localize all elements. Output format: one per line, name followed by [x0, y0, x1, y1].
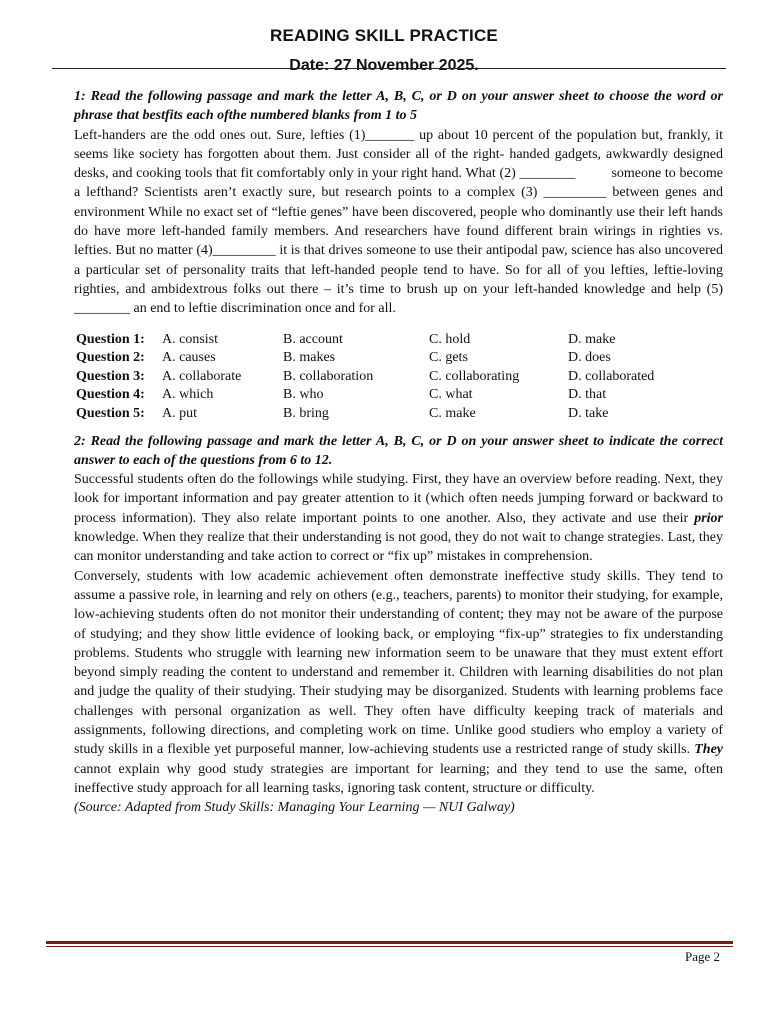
passage1-part1: Left-handers are the odd ones out. Sure, lefties (1)_______ up about 10 percent of the population but, frankly, it seems like society has forgotten about them. Just consider all of the right- handed gadgets, awkwardly designed desks, and cooking tools that fit comfortably only in your right hand. What (2) ________: [74, 127, 723, 182]
section2-paragraph-2: [74, 567, 723, 799]
question-row: [76, 405, 654, 424]
option-c: C. gets: [429, 350, 468, 366]
page-number: Page 2: [684, 949, 720, 964]
option-b: B. collaboration: [283, 368, 374, 384]
option-c: C. hold: [429, 331, 471, 347]
option-b: B. who: [283, 387, 324, 403]
option-d: D. collaborated: [568, 368, 655, 384]
emphasis-they: They: [694, 742, 723, 758]
question-row: [76, 349, 654, 368]
option-d: D. that: [568, 387, 607, 403]
option-b: B. makes: [283, 350, 336, 366]
date-strikethrough-rule: [52, 68, 726, 69]
footer-rule-thick: [46, 941, 733, 944]
option-d: D. make: [568, 331, 616, 347]
question-row: [76, 368, 654, 387]
section1-passage: [74, 126, 723, 319]
option-c: C. collaborating: [429, 368, 520, 384]
question-row: [76, 386, 654, 405]
option-a: A. consist: [162, 331, 218, 347]
question-options-table: [76, 331, 654, 424]
question-label: Question 2:: [76, 350, 145, 366]
para1-text-b: knowledge. When they realize that their understanding is not good, they do not wait to change strategies. Last, they can monitor understanding and take action to correct or “fix up” mistakes in comprehension.: [74, 530, 723, 565]
para2-text-b: cannot explain why good study strategies are important for learning; and they tend to use the same, often ineffective study approach for all learning tasks, ignoring task content, structure or difficulty.: [74, 761, 723, 796]
passage1-part2: someone to become a lefthand? Scientists aren’t exactly sure, but research points to a complex (3) _________ between genes and environment While no exact set of “leftie genes” have been discovered, people who dominantly use their left hands do have more left-handed family members. And researchers have found different brain wirings in righties vs. lefties. But no matter (4)_________ it is that drives someone to use their antipodal paw, science has also uncovered a particular set of personality traits that left-handed people tend to have. So for all of you lefties, leftie-loving righties, and ambidextrous folks out there – it’s time to brush up on your left-handed knowledge and help (5) ________ an end to leftie discrimination once and for all.: [74, 166, 724, 317]
option-a: A. which: [162, 387, 214, 403]
option-b: B. bring: [283, 405, 329, 421]
question-label: Question 5:: [76, 405, 145, 421]
option-c: C. make: [429, 405, 476, 421]
page-title: READING SKILL PRACTICE: [270, 26, 498, 45]
option-c: C. what: [429, 387, 473, 403]
worksheet-content: [74, 87, 723, 817]
question-label: Question 3:: [76, 368, 145, 384]
section2-instruction: 2: Read the following passage and mark the letter A, B, C, or D on your answer sheet to indicate the correct answer to each of the questions from 6 to 12.: [74, 433, 723, 468]
para2-text-a: Conversely, students with low academic achievement often demonstrate ineffective study skills. They tend to assume a passive role, in learning and rely on others (e.g., teachers, parents) to monitor their studying, for example, low-achieving students often do not monitor their understanding of content; they may not be aware of the purpose of studying; and they show little evidence of looking back, or employing “fix-up” strategies to fix understanding problems. Students who struggle with learning new information seem to be unaware that they must extent effort beyond simply reading the content to understand and remember it. Children with learning disabilities do not plan and judge the quality of their studying. Their studying may be disorganized. Students with learning problems face challenges with personal organization as well. They often have difficulty keeping track of materials and assignments, following directions, and completing work on time. Unlike good studiers who employ a variety of study skills in a flexible yet purposeful manner, low-achieving students use a restricted range of study skills.: [74, 568, 723, 758]
para1-text-a: Successful students often do the followings while studying. First, they have an overview before reading. Next, they look for important information and pay greater attention to it (which often needs jumping forward or backward to process information). They also relate important points to one another. Also, they activate and use their: [74, 472, 723, 526]
section1-instruction: 1: Read the following passage and mark the letter A, B, C, or D on your answer sheet to choose the word or phrase that bestfits each ofthe numbered blanks from 1 to 5: [74, 89, 723, 124]
option-d: D. take: [568, 405, 609, 421]
option-d: D. does: [568, 350, 611, 366]
option-a: A. collaborate: [162, 368, 242, 384]
option-a: A. causes: [162, 350, 216, 366]
section2-paragraph-1: [74, 470, 723, 566]
emphasis-prior: prior: [694, 510, 723, 526]
option-b: B. account: [283, 331, 343, 347]
date-line: Date: 27 November 2025.: [289, 57, 479, 74]
question-row: [76, 331, 654, 350]
question-label: Question 1:: [76, 331, 145, 347]
source-citation: (Source: Adapted from Study Skills: Managing Your Learning — NUI Galway): [74, 800, 515, 816]
question-label: Question 4:: [76, 387, 145, 403]
footer-rule-thin: [46, 946, 733, 947]
option-a: A. put: [162, 405, 197, 421]
